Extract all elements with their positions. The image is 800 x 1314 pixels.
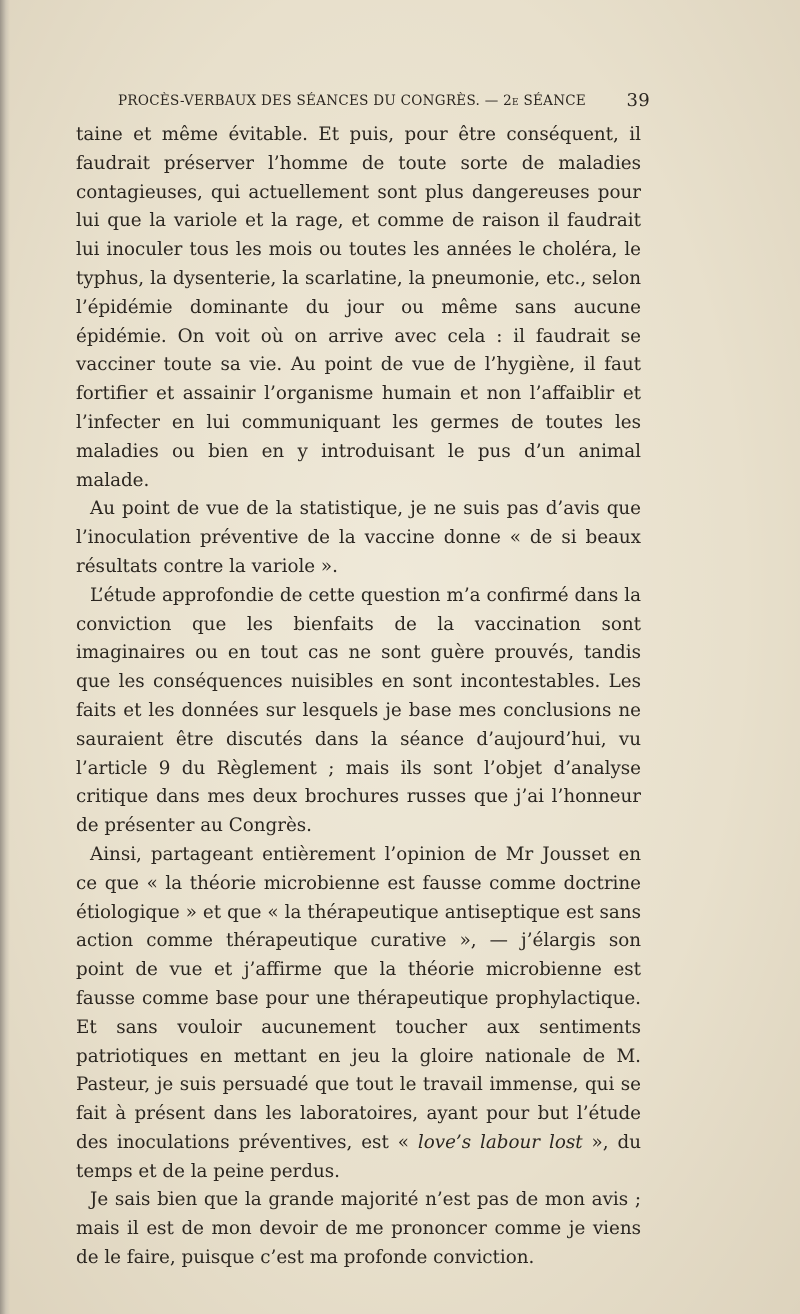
body-text <box>76 121 641 1273</box>
page-spine-shadow <box>0 0 10 1314</box>
paragraph-4 <box>76 841 641 1187</box>
paragraph-2: Au point de vue de la statistique, je ne suis pas d’avis que l’inoculation préventive de la vaccine donne « de si beaux résultats contre la variole ». <box>76 498 641 577</box>
paragraph-4-text: Ainsi, partageant entièrement l’opinion de Mr Jousset en ce que « la théorie microbienne est fausse comme doctrine étiologique » et que « la thérapeutique antiseptique est sans action comme thérapeutique curative », — j’élargis son point de vue et j’affirme que la théorie microbienne est fausse comme base pour une thérapeutique prophylactique. Et sans vouloir aucunement toucher aux sentiments patriotiques en mettant en jeu la gloire nationale de M. Pasteur, je suis persuadé que tout le travail immense, qui se fait à présent dans les laboratoires, ayant pour but l’étude des inoculations préventives, est « <box>76 843 641 1153</box>
page-number: 39 <box>626 90 650 111</box>
paragraph-5: Je sais bien que la grande majorité n’est pas de mon avis ; mais il est de mon devoir de me prononcer comme je viens de le faire, puisque c’est ma profonde conviction. <box>76 1189 641 1269</box>
running-title: PROCÈS-VERBAUX DES SÉANCES DU CONGRÈS. — 2e SÉANCE <box>118 93 587 109</box>
paragraph-1: taine et même évitable. Et puis, pour être conséquent, il faudrait préserver l’homme de toute sorte de maladies contagieuses, qui actuellement sont plus dangereuses pour lui que la variole et la rage, et comme de raison il faudrait lui inoculer tous les mois ou toutes les années le choléra, le typhus, la dysenterie, la scarlatine, la pneumonie, etc., selon l’épidémie dominante du jour ou même sans aucune épidémie. On voit où on arrive avec cela : il faudrait se vacciner toute sa vie. Au point de vue de l’hygiène, il faut fortifier et assainir l’organisme humain et non l’affaiblir et l’infecter en lui communiquant les germes de toutes les maladies ou bien en y introduisant le pus d’un animal malade. <box>76 124 641 491</box>
paragraph-4-italic: love’s labour lost <box>417 1131 583 1153</box>
paragraph-3: L’étude approfondie de cette question m’a confirmé dans la conviction que les bienfaits de la vaccination sont imaginaires ou en tout cas ne sont guère prouvés, tandis que les conséquences nuisibles en sont incontestables. Les faits et les données sur lesquels je base mes conclusions ne sauraient être discutés dans la séance d’aujourd’hui, vu l’article 9 du Règlement ; mais ils sont l’objet d’analyse critique dans mes deux brochures russes que j’ai l’honneur de présenter au Congrès. <box>76 584 641 837</box>
paragraph-4-tail: », du temps et de la peine perdus. <box>76 1131 641 1182</box>
